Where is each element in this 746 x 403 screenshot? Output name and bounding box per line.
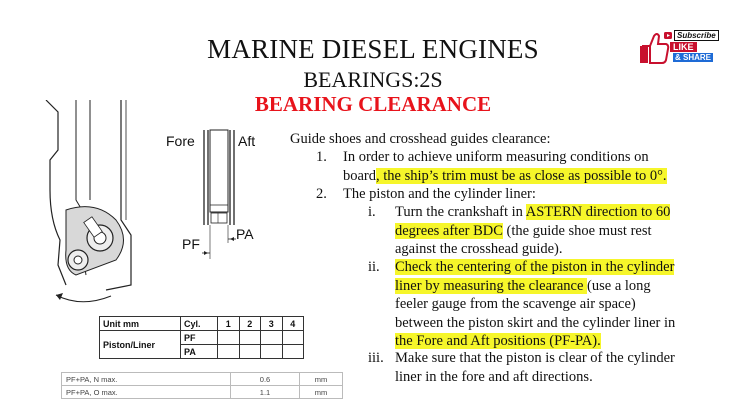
page-subtitle: BEARINGS:2S (303, 67, 443, 92)
list-item: 2. The piston and the cylinder liner: (316, 186, 536, 202)
page-title: MARINE DIESEL ENGINES (207, 34, 539, 64)
like-label: LIKE (670, 42, 697, 52)
clearance-spec-table: Unit mm Cyl. 1 2 3 4 Piston/Liner PF PA (99, 316, 304, 359)
pa-label: PA (236, 226, 254, 242)
engine-section-diagram (36, 100, 140, 310)
sub-list-item: ii. Check the centering of the piston in the cylinder liner by measuring the clearance (use a long feeler gauge from the scavenge air space) between the piston skirt and the cylinder liner in the Fore and Aft positions (PF-PA). (368, 259, 676, 349)
list-item: 1. In order to achieve uniform measuring conditions on board, the ship’s trim must be as close as possible to 0°. (316, 149, 667, 184)
table-row: PF+PA, N max. 0.6 mm (62, 373, 343, 386)
section-heading: BEARING CLEARANCE (254, 92, 492, 116)
row-label: Piston/Liner (100, 331, 181, 359)
share-label: & SHARE (675, 53, 712, 62)
cyl-header: Cyl. (181, 317, 218, 331)
limits-table (61, 372, 343, 399)
sub-list-item: iii. Make sure that the piston is clear of the cylinder liner in the fore and aft directions. (368, 350, 675, 385)
subscribe-label[interactable]: Subscribe (674, 30, 719, 41)
aft-label: Aft (238, 133, 256, 149)
highlight: , the ship’s trim must be as close as possible to 0°. (376, 167, 667, 184)
intro-line: Guide shoes and crosshead guides clearance: (290, 131, 551, 147)
subscribe-badge[interactable] (632, 26, 720, 68)
fore-label: Fore (166, 133, 195, 149)
pf-label: PF (182, 236, 200, 252)
table-row: PF+PA, O max. 1.1 mm (62, 386, 343, 399)
sub-list-item: i. Turn the crankshaft in ASTERN direction to 60 degrees after BDC (the guide shoe must rest against the crosshead guide). (368, 204, 671, 257)
unit-header: Unit mm (100, 317, 181, 331)
